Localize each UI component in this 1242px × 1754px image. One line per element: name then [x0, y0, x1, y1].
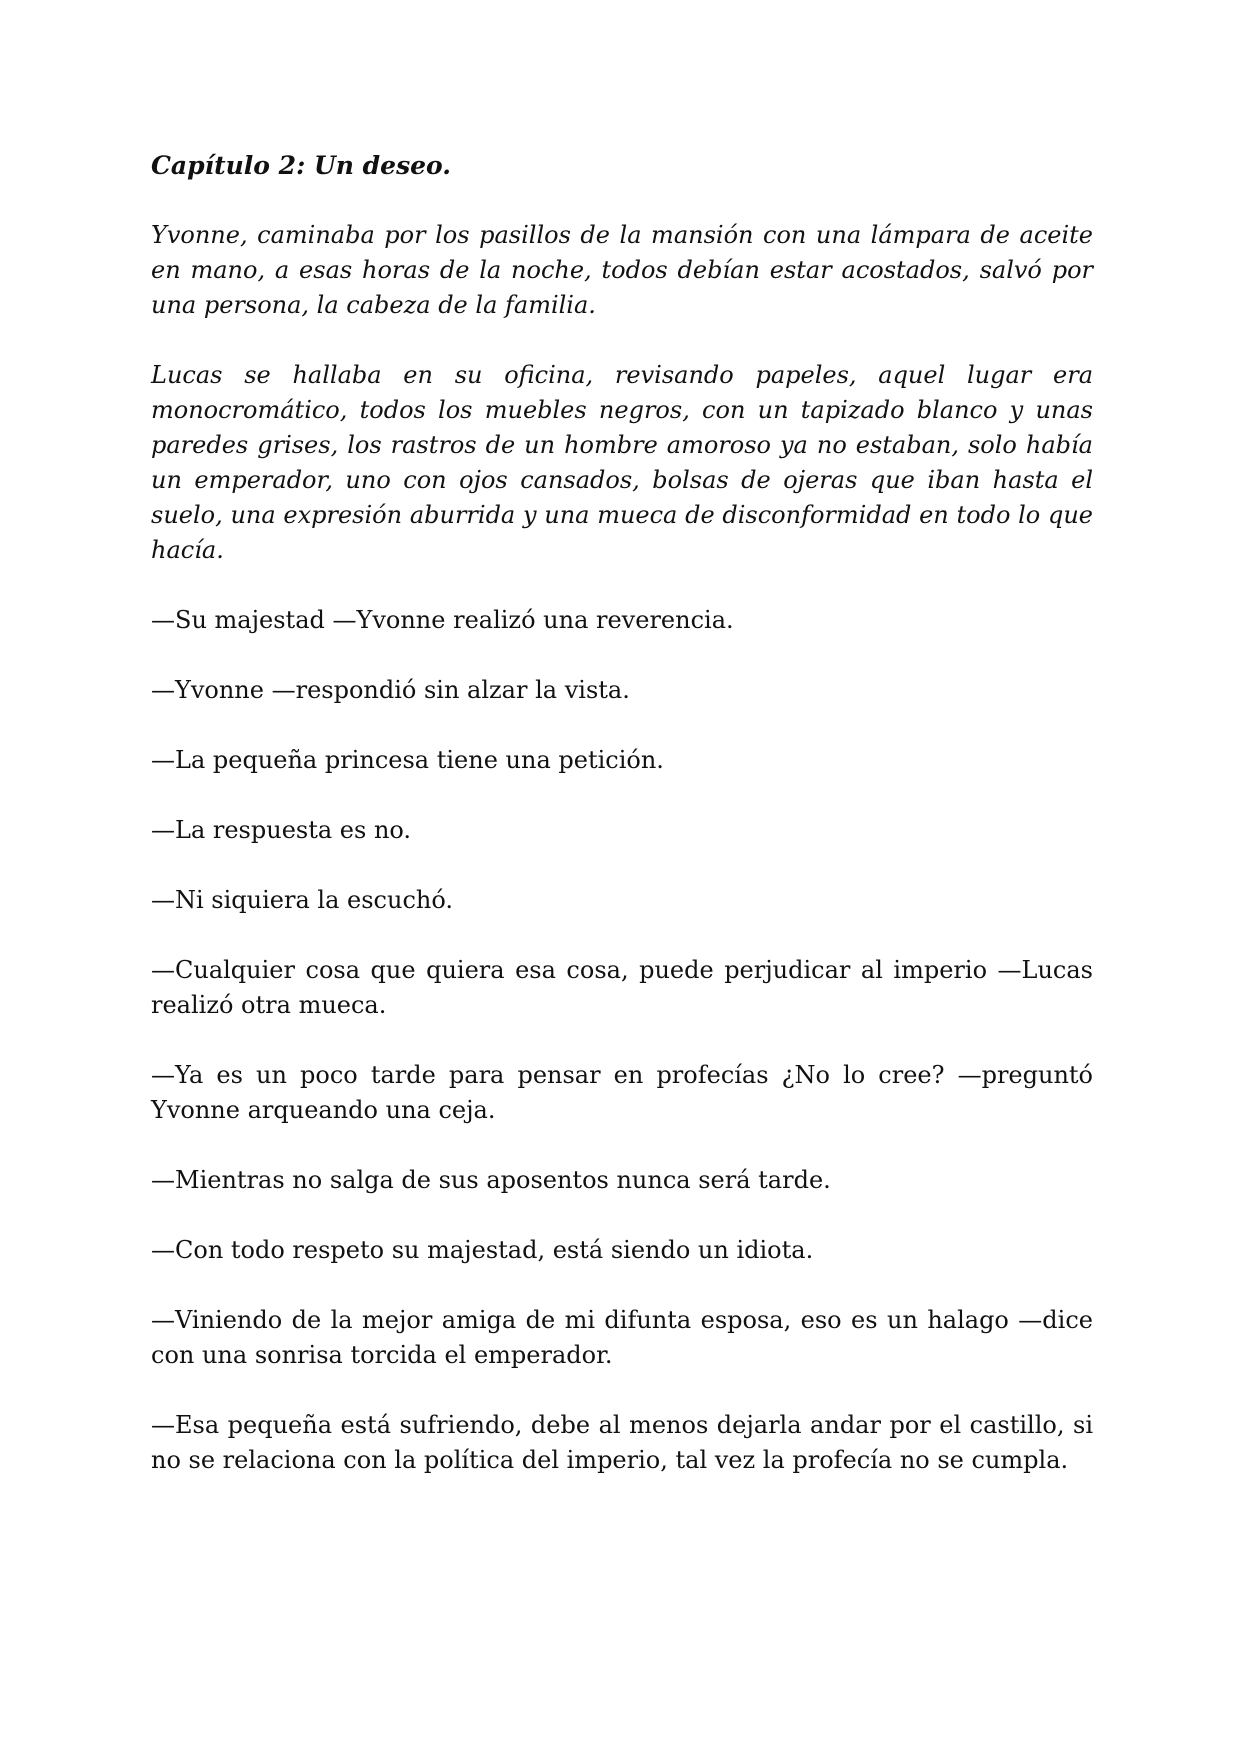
dialogue-line: —Con todo respeto su majestad, está siendo un idiota.: [151, 1236, 814, 1264]
dialogue-line: —Cualquier cosa que quiera esa cosa, puede perjudicar al imperio —Lucas realizó otra mueca.: [151, 956, 1093, 1019]
dialogue-line: —Ya es un poco tarde para pensar en profecías ¿No lo cree? —preguntó Yvonne arqueando una ceja.: [151, 1061, 1093, 1124]
dialogue-line: —Yvonne —respondió sin alzar la vista.: [151, 676, 630, 704]
dialogue-line: —La pequeña princesa tiene una petición.: [151, 746, 664, 774]
dialogue-line: —Mientras no salga de sus aposentos nunca será tarde.: [151, 1166, 831, 1194]
dialogue-line: —La respuesta es no.: [151, 816, 412, 844]
narration-paragraph: Yvonne, caminaba por los pasillos de la mansión con una lámpara de aceite en mano, a esas horas de la noche, todos debían estar acostados, salvó por una persona, la cabeza de la familia.: [151, 221, 1093, 319]
chapter-title: Capítulo 2: Un deseo.: [151, 151, 451, 180]
dialogue-line: —Esa pequeña está sufriendo, debe al menos dejarla andar por el castillo, si no se relaciona con la política del imperio, tal vez la profecía no se cumpla.: [151, 1411, 1093, 1474]
document-body: [151, 148, 1093, 1513]
narration-paragraph: Lucas se hallaba en su oficina, revisando papeles, aquel lugar era monocromático, todos los muebles negros, con un tapizado blanco y unas paredes grises, los rastros de un hombre amoroso ya no estaban, solo había un emperador, uno con ojos cansados, bolsas de ojeras que iban hasta el suelo, una expresión aburrida y una mueca de disconformidad en todo lo que hacía.: [151, 361, 1093, 564]
dialogue-line: —Ni siquiera la escuchó.: [151, 886, 453, 914]
dialogue-line: —Viniendo de la mejor amiga de mi difunta esposa, eso es un halago —dice con una sonrisa torcida el emperador.: [151, 1306, 1093, 1369]
dialogue-line: —Su majestad —Yvonne realizó una reverencia.: [151, 606, 734, 634]
